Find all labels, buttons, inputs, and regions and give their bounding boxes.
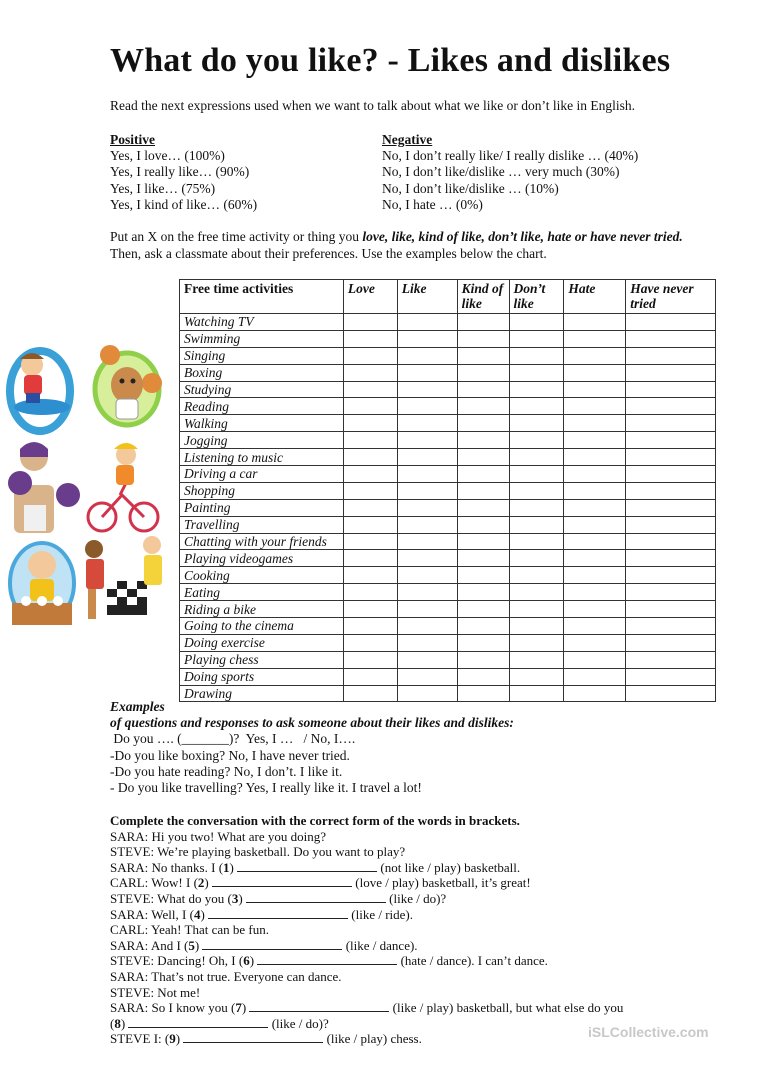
answer-cell[interactable] <box>509 466 564 483</box>
negative-item: No, I hate … (0%) <box>382 196 483 212</box>
answer-cell[interactable] <box>626 618 716 635</box>
answer-cell[interactable] <box>564 432 626 449</box>
line-text: (like / do)? <box>268 1015 329 1031</box>
negative-item: No, I don’t really like/ I really dislike … (40%) <box>382 148 639 164</box>
answer-cell[interactable] <box>397 601 457 618</box>
blank-number: 4 <box>193 906 201 922</box>
answer-cell[interactable] <box>509 482 564 499</box>
blank-number: 7 <box>235 1000 242 1016</box>
chart-row <box>180 533 716 550</box>
answer-blank[interactable] <box>183 1031 323 1043</box>
line-text: SARA: And I ( <box>110 937 189 953</box>
answer-cell[interactable] <box>343 466 397 483</box>
line-text: (like / ride). <box>348 906 414 922</box>
line-text: ) <box>241 1000 250 1016</box>
page-title: What do you like? - Likes and dislikes <box>110 42 671 79</box>
blank-number: 3 <box>231 890 239 906</box>
answer-cell[interactable] <box>564 567 626 584</box>
header-dont-like: Don’t like <box>509 280 564 314</box>
line-text: (love / play) basketball, it’s great! <box>352 875 531 891</box>
answer-cell[interactable] <box>626 668 716 685</box>
conversation-line <box>110 922 623 938</box>
blank-number: 9 <box>169 1031 176 1047</box>
answer-cell[interactable] <box>343 314 397 331</box>
answer-cell[interactable] <box>509 499 564 516</box>
answer-cell[interactable] <box>509 314 564 331</box>
line-text: STEVE: Dancing! Oh, I ( <box>110 953 244 969</box>
instructions <box>110 229 683 262</box>
line-text: STEVE: Not me! <box>110 984 201 1000</box>
line-text: SARA: So I know you ( <box>110 1000 236 1016</box>
activities-illustrations <box>2 345 170 635</box>
answer-cell[interactable] <box>564 314 626 331</box>
header-love: Love <box>343 280 397 314</box>
chart-row <box>180 651 716 668</box>
line-text: CARL: Yeah! That can be fun. <box>110 922 269 938</box>
line-text: SARA: No thanks. I ( <box>110 859 224 875</box>
answer-cell[interactable] <box>564 449 626 466</box>
answer-cell[interactable] <box>397 449 457 466</box>
answer-cell[interactable] <box>397 618 457 635</box>
answer-cell[interactable] <box>626 381 716 398</box>
activity-label: Swimming <box>180 330 344 347</box>
answer-cell[interactable] <box>564 516 626 533</box>
line-text: (like / do)? <box>385 890 447 906</box>
blank-number: 1 <box>223 859 230 875</box>
examples-section <box>110 699 514 796</box>
answer-cell[interactable] <box>626 314 716 331</box>
answer-cell[interactable] <box>626 398 716 415</box>
conversation-line <box>110 938 623 954</box>
answer-cell[interactable] <box>564 533 626 550</box>
answer-cell[interactable] <box>564 381 626 398</box>
chart-row <box>180 381 716 398</box>
answer-cell[interactable] <box>626 634 716 651</box>
activity-label: Shopping <box>180 482 344 499</box>
answer-blank[interactable] <box>249 1000 389 1012</box>
negative-item: No, I don’t like/dislike … very much (30%) <box>382 164 620 180</box>
answer-cell[interactable] <box>626 482 716 499</box>
answer-cell[interactable] <box>626 330 716 347</box>
negative-heading: Negative <box>382 132 433 147</box>
answer-cell[interactable] <box>564 618 626 635</box>
answer-blank[interactable] <box>237 860 377 872</box>
chart-row <box>180 398 716 415</box>
answer-blank[interactable] <box>212 875 352 887</box>
line-text: (like / play) basketball, but what else do you <box>389 1000 624 1016</box>
answer-cell[interactable] <box>397 364 457 381</box>
example-line: - Do you like travelling? Yes, I really like it. I travel a lot! <box>110 780 422 796</box>
answer-blank[interactable] <box>128 1016 268 1028</box>
activity-label: Studying <box>180 381 344 398</box>
answer-cell[interactable] <box>457 634 509 651</box>
activity-label: Boxing <box>180 364 344 381</box>
answer-cell[interactable] <box>626 415 716 432</box>
answer-cell[interactable] <box>343 634 397 651</box>
line-text: ( <box>110 1015 115 1031</box>
answer-cell[interactable] <box>397 516 457 533</box>
chart-row <box>180 634 716 651</box>
intro-text: Read the next expressions used when we want to talk about what we like or don’t like in English. <box>110 98 636 113</box>
answer-cell[interactable] <box>343 584 397 601</box>
blank-number: 2 <box>197 875 205 891</box>
header-never-tried: Have never tried <box>626 280 716 314</box>
line-text: STEVE: We’re playing basketball. Do you want to play? <box>110 844 406 860</box>
answer-cell[interactable] <box>564 347 626 364</box>
activity-label: Driving a car <box>180 466 344 483</box>
answer-cell[interactable] <box>457 550 509 567</box>
answer-cell[interactable] <box>397 550 457 567</box>
answer-cell[interactable] <box>509 415 564 432</box>
answer-cell[interactable] <box>509 449 564 466</box>
activity-label: Doing sports <box>180 668 344 685</box>
answer-blank[interactable] <box>246 891 386 903</box>
conversation-line <box>110 844 623 860</box>
positive-heading: Positive <box>110 132 155 147</box>
activity-label: Riding a bike <box>180 601 344 618</box>
chart-row <box>180 584 716 601</box>
answer-cell[interactable] <box>397 381 457 398</box>
blank-number: 5 <box>188 937 195 953</box>
example-line: -Do you hate reading? No, I don’t. I like it. <box>110 763 343 779</box>
activity-label: Chatting with your friends <box>180 533 344 550</box>
answer-cell[interactable] <box>457 584 509 601</box>
answer-blank[interactable] <box>257 953 397 965</box>
conversation-line <box>110 891 623 907</box>
conversation-line <box>110 953 623 969</box>
answer-cell[interactable] <box>564 601 626 618</box>
answer-cell[interactable] <box>397 330 457 347</box>
line-text: (not like / play) basketball. <box>377 859 521 875</box>
conversation-line <box>110 829 623 845</box>
answer-cell[interactable] <box>343 432 397 449</box>
answer-cell[interactable] <box>457 516 509 533</box>
answer-cell[interactable] <box>509 601 564 618</box>
positive-item: Yes, I like… (75%) <box>110 180 216 196</box>
surfing-boy-picture <box>10 351 70 431</box>
answer-cell[interactable] <box>343 381 397 398</box>
answer-cell[interactable] <box>626 584 716 601</box>
answer-cell[interactable] <box>457 364 509 381</box>
answer-cell[interactable] <box>626 466 716 483</box>
examples-subheading: of questions and responses to ask someone about their likes and dislikes: <box>110 715 514 731</box>
answer-cell[interactable] <box>343 364 397 381</box>
answer-cell[interactable] <box>397 499 457 516</box>
answer-cell[interactable] <box>343 482 397 499</box>
answer-cell[interactable] <box>564 398 626 415</box>
answer-cell[interactable] <box>626 347 716 364</box>
activity-label: Reading <box>180 398 344 415</box>
chart-row <box>180 550 716 567</box>
instructions-part1: Put an X on the free time activity or thing you <box>110 229 363 244</box>
chart-row <box>180 330 716 347</box>
header-activities: Free time activities <box>180 280 344 314</box>
answer-cell[interactable] <box>397 314 457 331</box>
answer-cell[interactable] <box>457 415 509 432</box>
answer-cell[interactable] <box>626 651 716 668</box>
answer-cell[interactable] <box>343 347 397 364</box>
answer-cell[interactable] <box>626 550 716 567</box>
conversation-line <box>110 969 623 985</box>
answer-cell[interactable] <box>343 668 397 685</box>
answer-cell[interactable] <box>343 550 397 567</box>
line-text: ) <box>229 859 238 875</box>
line-text: STEVE I: ( <box>110 1031 170 1047</box>
chart-row <box>180 499 716 516</box>
answer-cell[interactable] <box>564 550 626 567</box>
chart-row <box>180 415 716 432</box>
line-text: ) <box>200 906 209 922</box>
answer-cell[interactable] <box>564 499 626 516</box>
activity-label: Drawing <box>180 685 344 702</box>
boxer-picture <box>8 442 80 533</box>
header-hate: Hate <box>564 280 626 314</box>
chart-row <box>180 449 716 466</box>
answer-cell[interactable] <box>509 432 564 449</box>
answer-cell[interactable] <box>457 651 509 668</box>
line-text: ) <box>249 953 258 969</box>
conversation-line <box>110 985 623 1001</box>
answer-cell[interactable] <box>509 685 564 702</box>
chart-row <box>180 364 716 381</box>
chart-row <box>180 601 716 618</box>
answer-blank[interactable] <box>202 938 342 950</box>
line-text: STEVE: What do you ( <box>110 890 232 906</box>
line-text: ) <box>120 1015 129 1031</box>
answer-cell[interactable] <box>343 533 397 550</box>
chart-row <box>180 516 716 533</box>
answer-cell[interactable] <box>564 466 626 483</box>
line-text: (like / play) chess. <box>323 1031 422 1047</box>
positive-item: Yes, I love… (100%) <box>110 148 225 164</box>
answer-cell[interactable] <box>343 601 397 618</box>
answer-cell[interactable] <box>343 398 397 415</box>
activity-label: Singing <box>180 347 344 364</box>
example-line: Do you …. (_______)? Yes, I … / No, I…. <box>110 731 356 747</box>
activity-label: Playing chess <box>180 651 344 668</box>
chart-row <box>180 432 716 449</box>
answer-cell[interactable] <box>343 618 397 635</box>
answer-cell[interactable] <box>509 516 564 533</box>
answer-cell[interactable] <box>626 601 716 618</box>
answer-cell[interactable] <box>457 432 509 449</box>
answer-cell[interactable] <box>397 415 457 432</box>
activity-label: Travelling <box>180 516 344 533</box>
example-line: -Do you like boxing? No, I have never tried. <box>110 747 350 763</box>
answer-cell[interactable] <box>343 567 397 584</box>
instructions-emphasis: love, like, kind of like, don’t like, hate or have never tried. <box>362 229 683 244</box>
answer-cell[interactable] <box>626 432 716 449</box>
answer-cell[interactable] <box>397 398 457 415</box>
watermark: iSLCollective.com <box>588 1024 709 1040</box>
conversation-line <box>110 875 623 891</box>
answer-cell[interactable] <box>343 651 397 668</box>
answer-cell[interactable] <box>626 364 716 381</box>
line-text: ) <box>204 875 212 891</box>
positive-item: Yes, I kind of like… (60%) <box>110 196 258 212</box>
answer-cell[interactable] <box>457 330 509 347</box>
line-text: ) <box>175 1031 184 1047</box>
activity-label: Jogging <box>180 432 344 449</box>
answer-cell[interactable] <box>397 466 457 483</box>
positive-item: Yes, I really like… (90%) <box>110 164 250 180</box>
answer-cell[interactable] <box>509 364 564 381</box>
answer-cell[interactable] <box>626 449 716 466</box>
answer-cell[interactable] <box>509 618 564 635</box>
answer-cell[interactable] <box>509 668 564 685</box>
blank-number: 8 <box>114 1015 121 1031</box>
answer-cell[interactable] <box>509 330 564 347</box>
answer-cell[interactable] <box>457 601 509 618</box>
line-text: ) <box>194 937 203 953</box>
answer-cell[interactable] <box>564 668 626 685</box>
blank-number: 6 <box>243 953 250 969</box>
activity-label: Doing exercise <box>180 634 344 651</box>
line-text: (like / dance). <box>342 937 418 953</box>
answer-cell[interactable] <box>564 651 626 668</box>
chart-row <box>180 347 716 364</box>
answer-cell[interactable] <box>509 567 564 584</box>
instructions-line2: Then, ask a classmate about their preferences. Use the examples below the chart. <box>110 245 547 261</box>
answer-cell[interactable] <box>397 533 457 550</box>
chart-row <box>180 668 716 685</box>
answer-cell[interactable] <box>457 668 509 685</box>
answer-cell[interactable] <box>626 685 716 702</box>
chart-header-row <box>180 280 716 314</box>
answer-cell[interactable] <box>564 634 626 651</box>
answer-cell[interactable] <box>564 364 626 381</box>
answer-cell[interactable] <box>564 330 626 347</box>
activity-label: Going to the cinema <box>180 618 344 635</box>
line-text: SARA: Hi you two! What are you doing? <box>110 828 327 844</box>
activity-label: Watching TV <box>180 314 344 331</box>
line-text: CARL: Wow! I ( <box>110 875 198 891</box>
answer-cell[interactable] <box>457 567 509 584</box>
answer-cell[interactable] <box>564 415 626 432</box>
examples-heading: Examples <box>110 699 165 714</box>
header-kind-of-like: Kind of like <box>457 280 509 314</box>
answer-blank[interactable] <box>208 907 348 919</box>
chart-row <box>180 482 716 499</box>
answer-cell[interactable] <box>509 398 564 415</box>
answer-cell[interactable] <box>564 685 626 702</box>
answer-cell[interactable] <box>509 533 564 550</box>
answer-cell[interactable] <box>509 381 564 398</box>
chart-row <box>180 567 716 584</box>
answer-cell[interactable] <box>626 499 716 516</box>
answer-cell[interactable] <box>397 634 457 651</box>
activities-chart <box>179 279 716 702</box>
cyclist-picture <box>88 443 158 531</box>
answer-cell[interactable] <box>457 533 509 550</box>
header-like: Like <box>397 280 457 314</box>
line-text: (hate / dance). I can’t dance. <box>397 953 548 969</box>
answer-cell[interactable] <box>626 516 716 533</box>
conversation-line <box>110 860 623 876</box>
answer-cell[interactable] <box>457 499 509 516</box>
answer-cell[interactable] <box>457 314 509 331</box>
basketball-dog-picture <box>95 345 162 425</box>
chart-row <box>180 618 716 635</box>
chart-row <box>180 466 716 483</box>
answer-cell[interactable] <box>343 415 397 432</box>
answer-cell[interactable] <box>626 567 716 584</box>
answer-cell[interactable] <box>397 584 457 601</box>
conversation-line <box>110 907 623 923</box>
answer-cell[interactable] <box>397 432 457 449</box>
activity-label: Cooking <box>180 567 344 584</box>
chess-players-picture <box>85 536 162 619</box>
answer-cell[interactable] <box>457 398 509 415</box>
negative-item: No, I don’t like/dislike … (10%) <box>382 180 559 196</box>
activity-label: Listening to music <box>180 449 344 466</box>
answer-cell[interactable] <box>564 584 626 601</box>
line-text: SARA: That’s not true. Everyone can dance. <box>110 968 342 984</box>
answer-cell[interactable] <box>397 651 457 668</box>
answer-cell[interactable] <box>397 482 457 499</box>
answer-cell[interactable] <box>509 550 564 567</box>
conversation-line <box>110 1031 623 1047</box>
answer-cell[interactable] <box>457 618 509 635</box>
answer-cell[interactable] <box>457 482 509 499</box>
answer-cell[interactable] <box>509 651 564 668</box>
answer-cell[interactable] <box>509 347 564 364</box>
answer-cell[interactable] <box>457 381 509 398</box>
answer-cell[interactable] <box>343 330 397 347</box>
activity-label: Eating <box>180 584 344 601</box>
positive-list <box>110 132 257 213</box>
answer-cell[interactable] <box>397 347 457 364</box>
activity-label: Walking <box>180 415 344 432</box>
answer-cell[interactable] <box>343 449 397 466</box>
answer-cell[interactable] <box>509 634 564 651</box>
chart-row <box>180 314 716 331</box>
line-text: SARA: Well, I ( <box>110 906 194 922</box>
answer-cell[interactable] <box>343 499 397 516</box>
answer-cell[interactable] <box>397 668 457 685</box>
activity-label: Painting <box>180 499 344 516</box>
negative-list <box>382 132 638 213</box>
answer-cell[interactable] <box>343 516 397 533</box>
conversation-exercise <box>110 813 623 1047</box>
conversation-line <box>110 1016 623 1032</box>
line-text: ) <box>238 890 246 906</box>
answer-cell[interactable] <box>564 482 626 499</box>
answer-cell[interactable] <box>457 347 509 364</box>
answer-cell[interactable] <box>397 567 457 584</box>
activity-label: Playing videogames <box>180 550 344 567</box>
bowling-boy-picture <box>10 543 74 625</box>
conversation-heading: Complete the conversation with the correct form of the words in brackets. <box>110 813 520 828</box>
conversation-line <box>110 1000 623 1016</box>
answer-cell[interactable] <box>457 466 509 483</box>
answer-cell[interactable] <box>509 584 564 601</box>
answer-cell[interactable] <box>626 533 716 550</box>
answer-cell[interactable] <box>457 449 509 466</box>
